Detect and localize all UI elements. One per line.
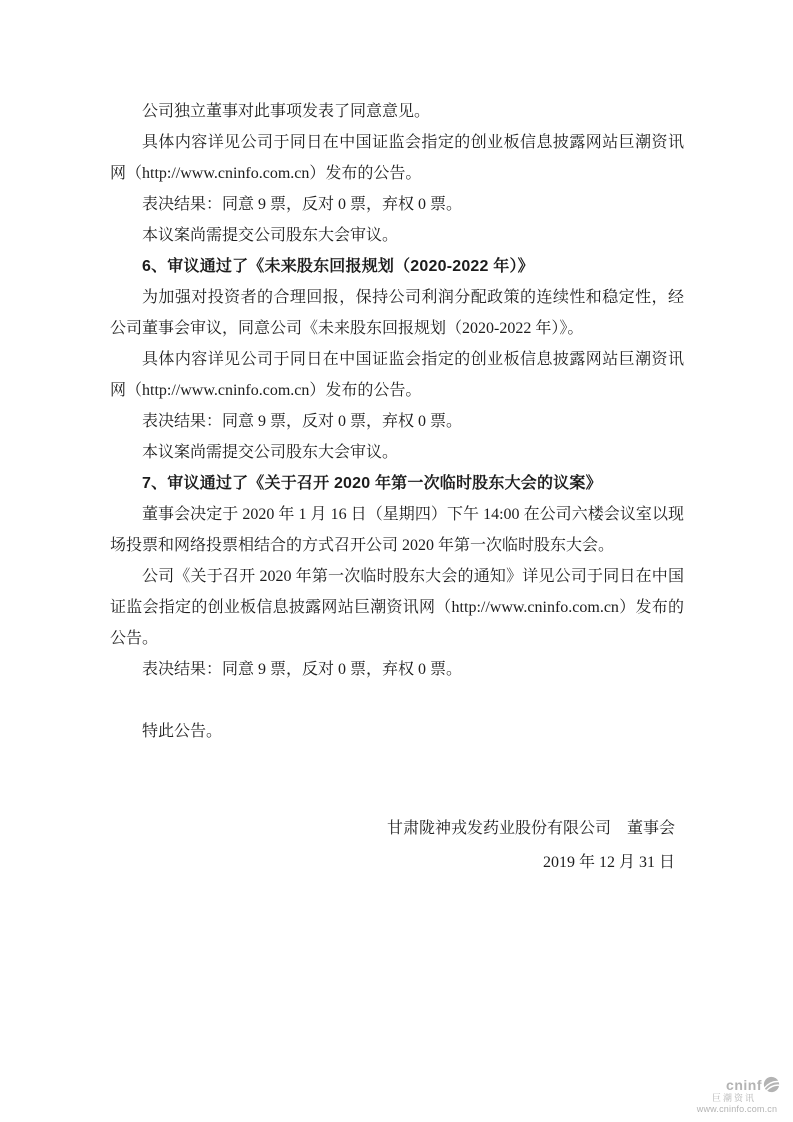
- paragraph: 本议案尚需提交公司股东大会审议。: [142, 444, 399, 461]
- cninfo-chinese-name: 巨潮资讯: [711, 1093, 756, 1103]
- paragraph: 表决结果：同意 9 票，反对 0 票，弃权 0 票。: [142, 196, 463, 213]
- paragraph: 具体内容详见公司于同日在中国证监会指定的创业板信息披露网站巨潮资讯网（http://www.cninfo.com.cn）发布的公告。: [110, 134, 684, 182]
- section-heading: 6、审议通过了《未来股东回报规划（2020-2022 年）》: [142, 258, 534, 275]
- blank-line: [110, 685, 684, 716]
- signature-block: [387, 812, 675, 880]
- cninfo-logo-row: [694, 1076, 780, 1093]
- paragraph: 董事会决定于 2020 年 1 月 16 日（星期四）下午 14:00 在公司六楼会议室以现场投票和网络投票相结合的方式召开公司 2020 年第一次临时股东大会。: [110, 506, 684, 554]
- paragraph: 具体内容详见公司于同日在中国证监会指定的创业板信息披露网站巨潮资讯网（http://www.cninfo.com.cn）发布的公告。: [110, 351, 684, 399]
- paragraph: 公司《关于召开 2020 年第一次临时股东大会的通知》详见公司于同日在中国证监会指定的创业板信息披露网站巨潮资讯网（http://www.cninfo.com.cn）发布的公告。: [110, 568, 684, 647]
- section-heading: 7、审议通过了《关于召开 2020 年第一次临时股东大会的议案》: [142, 475, 602, 492]
- signature-company-line: 甘肃陇神戎发药业股份有限公司 董事会: [386, 820, 675, 837]
- paragraph: 本议案尚需提交公司股东大会审议。: [142, 227, 399, 244]
- paragraph: 表决结果：同意 9 票，反对 0 票，弃权 0 票。: [142, 661, 463, 678]
- cninfo-swirl-icon: [763, 1076, 780, 1093]
- paragraph: 为加强对投资者的合理回报，保持公司利润分配政策的连续性和稳定性，经公司董事会审议，同意公司《未来股东回报规划（2020-2022 年）》。: [110, 289, 684, 337]
- paragraph: 表决结果：同意 9 票，反对 0 票，弃权 0 票。: [142, 413, 463, 430]
- paragraph: 特此公告。: [142, 723, 223, 740]
- cninfo-wordmark: cninf: [726, 1076, 762, 1093]
- announcement-body: [110, 96, 684, 747]
- cninfo-url: www.cninfo.com.cn: [696, 1104, 778, 1114]
- cninfo-logo: [694, 1076, 780, 1114]
- signature-date-line: 2019 年 12 月 31 日: [542, 854, 675, 871]
- paragraph: 公司独立董事对此事项发表了同意意见。: [142, 103, 431, 120]
